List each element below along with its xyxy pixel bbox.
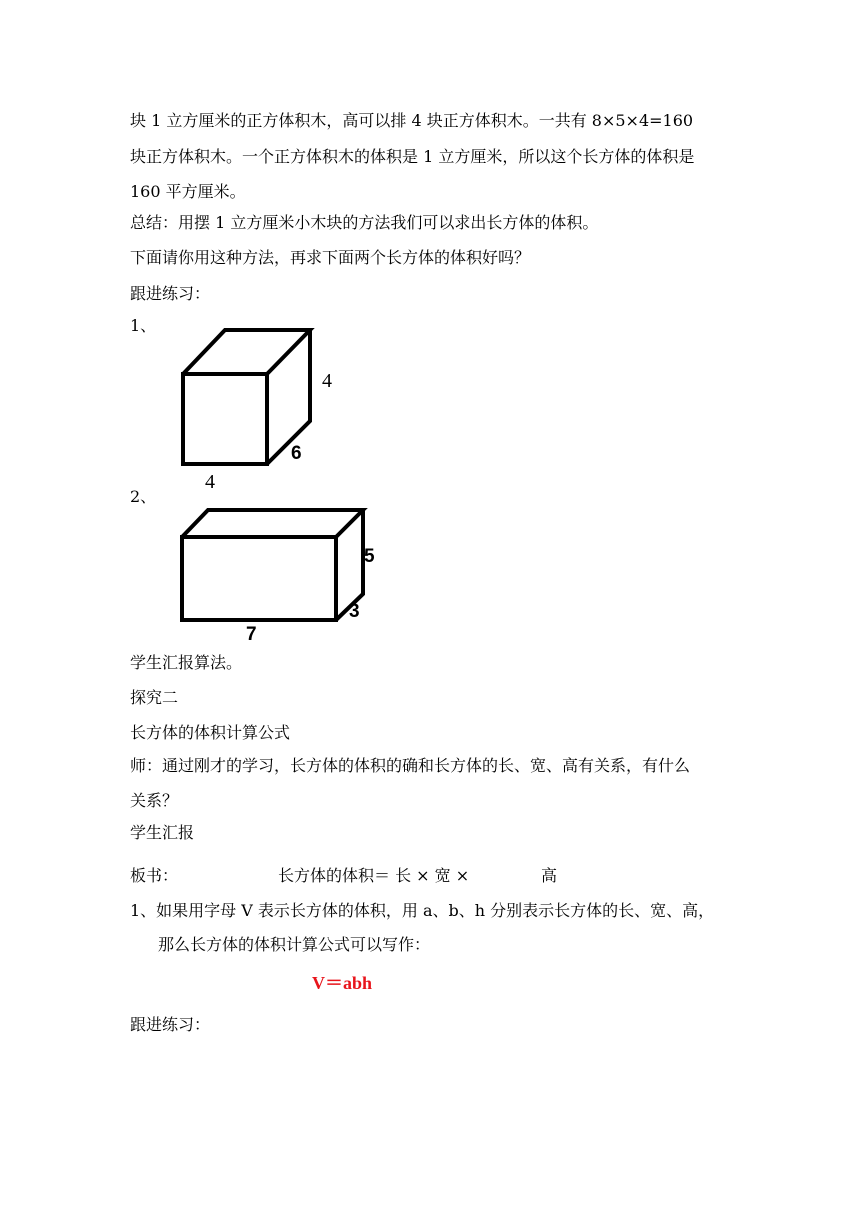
prompt-text: 下面请你用这种方法，再求下面两个长方体的体积好吗？ [130, 248, 531, 267]
point-1-line-1: 1、如果用字母 V 表示长方体的体积，用 a、b、h 分别表示长方体的长、宽、高， [130, 901, 715, 920]
cuboid-figure-2 [170, 500, 380, 645]
practice-heading-2: 跟进练习： [130, 1015, 211, 1034]
point-1-line-2: 那么长方体的体积计算公式可以写作： [158, 935, 431, 954]
teacher-line-1: 师：通过刚才的学习，长方体的体积的确和长方体的长、宽、高有关系，有什么 [130, 756, 691, 775]
cuboid-1-front-face [183, 374, 267, 464]
cuboid-1-length-label: 4 [205, 471, 215, 493]
paragraph-line-2: 块正方体积木。一个正方体积木的体积是 1 立方厘米，所以这个长方体的体积是 [130, 147, 695, 166]
exercise-2-label: 2、 [130, 487, 157, 506]
volume-formula: V＝abh [312, 973, 373, 993]
practice-heading: 跟进练习： [130, 284, 211, 303]
cuboid-2-front-face [182, 537, 336, 620]
teacher-line-2: 关系？ [130, 791, 179, 810]
cuboid-2-top-face [182, 510, 363, 537]
student-report-method: 学生汇报算法。 [130, 653, 243, 672]
cuboid-1-depth-label: 6 [291, 443, 302, 464]
student-report: 学生汇报 [130, 823, 195, 842]
board-height-word: 高 [541, 866, 558, 885]
cuboid-2-height-label: 5 [364, 546, 375, 567]
board-formula-words: 长方体的体积＝ 长 × 宽 × [278, 866, 470, 885]
explore-heading: 探究二 [130, 688, 179, 707]
cuboid-2-length-label: 7 [246, 624, 257, 645]
cuboid-figure-1 [170, 320, 350, 500]
cuboid-2-depth-label: 3 [349, 601, 360, 622]
formula-heading: 长方体的体积计算公式 [130, 723, 291, 742]
paragraph-line-1: 块 1 立方厘米的正方体积木，高可以排 4 块正方体积木。一共有 8×5×4=160 [130, 111, 694, 130]
paragraph-line-3: 160 平方厘米。 [130, 182, 246, 201]
cuboid-1-height-label: 4 [322, 370, 332, 392]
board-label: 板书： [130, 866, 179, 885]
summary-text: 总结：用摆 1 立方厘米小木块的方法我们可以求出长方体的体积。 [130, 213, 599, 232]
exercise-1-label: 1、 [130, 316, 157, 335]
cuboid-1-top-face [183, 330, 310, 374]
